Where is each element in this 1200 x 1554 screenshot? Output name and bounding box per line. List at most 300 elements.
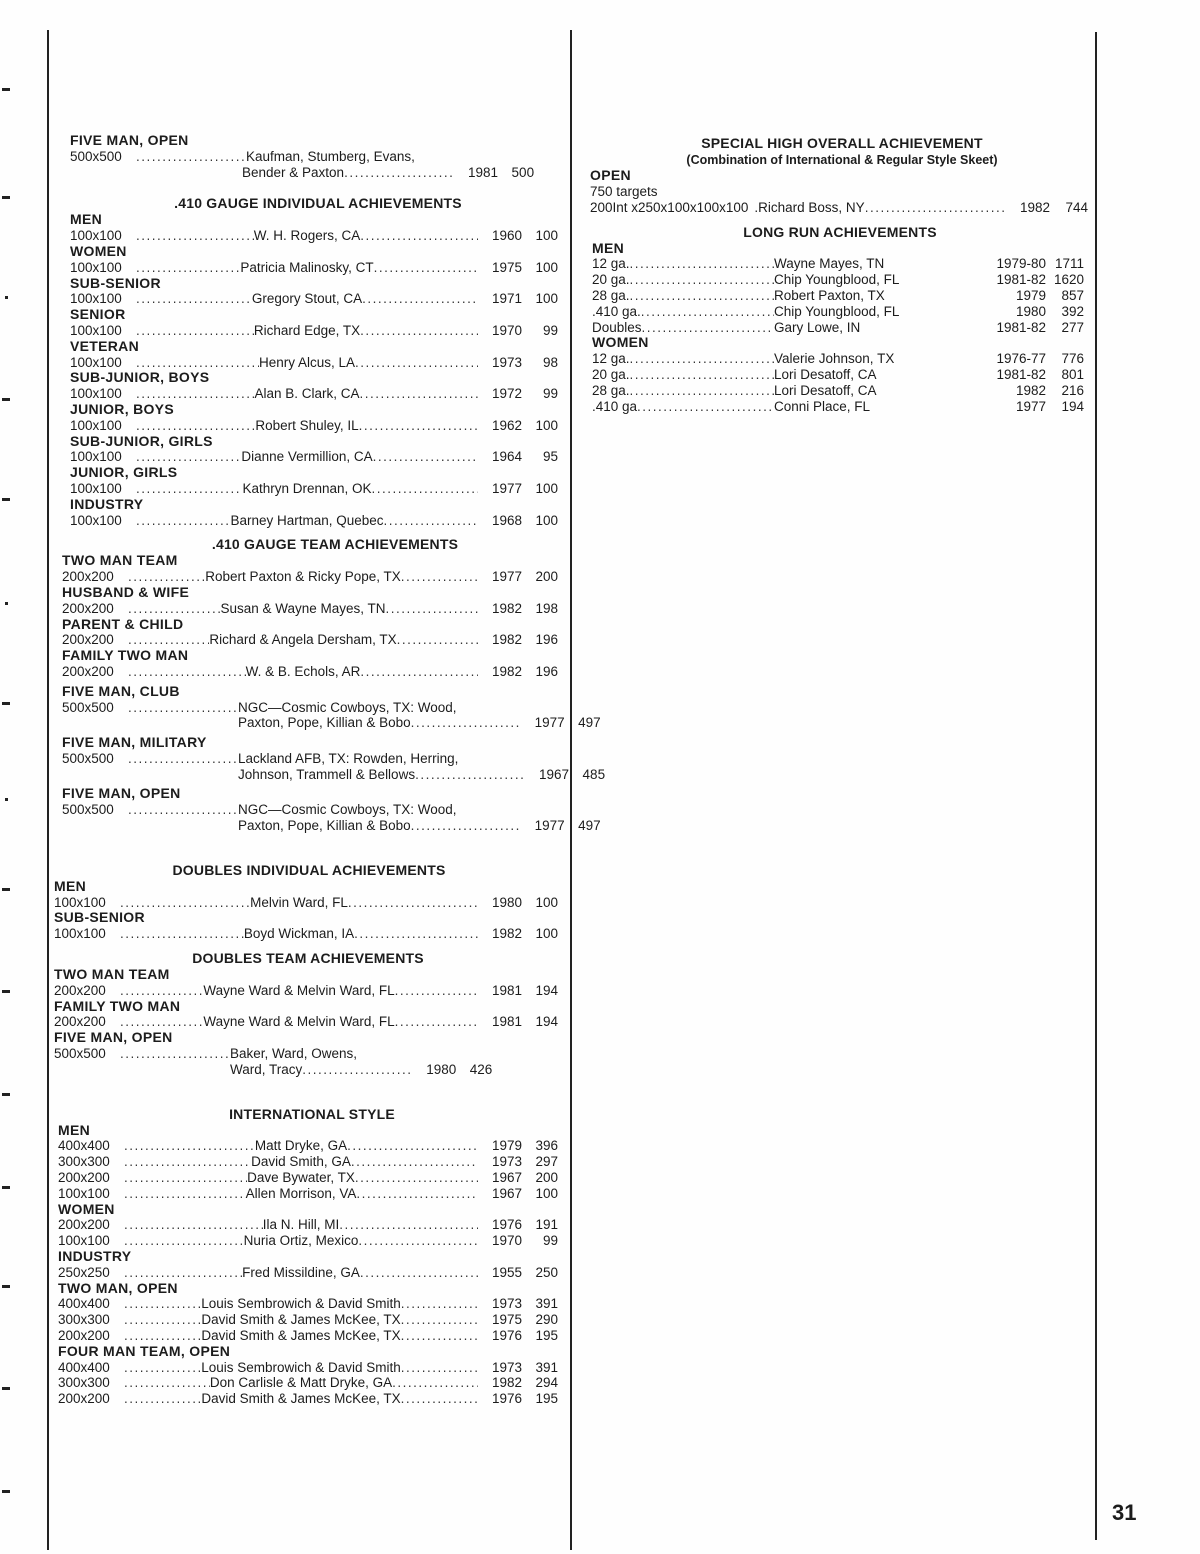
record-year: 1976 <box>491 1217 522 1233</box>
record-label: 100x100 <box>70 480 122 496</box>
record-row <box>54 926 558 942</box>
record-score: 196 <box>535 663 558 679</box>
leader-dots <box>630 256 774 272</box>
record-row-continued <box>62 766 606 783</box>
record-score: 290 <box>535 1312 558 1328</box>
record-score: 297 <box>535 1154 558 1170</box>
record-entry <box>120 895 478 911</box>
record-label: 400x400 <box>58 1138 110 1154</box>
record-row <box>58 1265 558 1281</box>
record-name: Robert Paxton, TX <box>774 287 885 303</box>
record-name: Dianne Vermillion, CA <box>241 449 373 465</box>
record-score: 391 <box>535 1359 558 1375</box>
record-score: 485 <box>582 766 606 782</box>
category-heading: SUB-SENIOR <box>70 274 161 291</box>
record-label: 250x250 <box>58 1264 110 1280</box>
record-row <box>62 601 558 617</box>
category-heading: SENIOR <box>70 306 126 323</box>
record-name: Conni Place, FL <box>774 398 871 414</box>
record-year: 1981-82 <box>996 366 1046 382</box>
record-row <box>58 1154 558 1170</box>
section-long-run <box>592 241 1084 415</box>
record-row-continued <box>54 1062 558 1078</box>
record-score: 194 <box>535 1014 558 1030</box>
record-name: Lori Desatoff, CA <box>774 382 877 398</box>
record-label: 100x100 <box>70 228 122 244</box>
leader-dots <box>128 632 209 648</box>
record-name: Alan B. Clark, CA <box>254 386 360 402</box>
record-label: 200x200 <box>58 1328 110 1343</box>
record-label: 400x400 <box>58 1359 110 1375</box>
leader-dots <box>124 1312 201 1328</box>
record-entry <box>128 632 478 648</box>
record-score: 100 <box>535 1185 558 1201</box>
record-entry <box>136 418 478 434</box>
record-row <box>58 1186 558 1202</box>
record-name: Barney Hartman, Quebec <box>230 512 384 528</box>
record-year: 1981 <box>491 1014 522 1030</box>
record-score: 195 <box>535 1328 558 1343</box>
leader-dots <box>136 513 230 529</box>
record-label: 100x100 <box>54 894 106 910</box>
leader-dots <box>411 818 521 834</box>
leader-dots <box>124 1375 210 1391</box>
record-row <box>62 802 558 818</box>
record-row <box>62 632 558 648</box>
record-year: 1976-77 <box>996 351 1046 367</box>
leader-dots <box>128 664 246 680</box>
record-score: 277 <box>1061 319 1084 335</box>
record-score: 198 <box>535 600 558 616</box>
category-heading: FIVE MAN, MILITARY <box>62 734 207 751</box>
record-year: 1981-82 <box>996 272 1046 288</box>
category-heading: FIVE MAN, OPEN <box>54 1029 173 1046</box>
record-label: 12 ga. <box>592 351 630 367</box>
record-row <box>590 200 1088 216</box>
leader-dots <box>641 304 774 320</box>
record-entry <box>124 1312 478 1328</box>
record-row <box>62 569 558 585</box>
record-entry <box>124 1138 478 1154</box>
leader-dots <box>124 1391 201 1407</box>
record-entry <box>124 1296 478 1312</box>
record-label: 100x100 <box>70 291 122 307</box>
leader-dots <box>348 895 478 911</box>
leader-dots <box>128 569 205 585</box>
record-score: 497 <box>578 818 601 834</box>
record-score: 857 <box>1061 287 1084 303</box>
record-score: 391 <box>535 1296 558 1312</box>
record-row <box>58 1138 558 1154</box>
margin-mark <box>2 196 10 199</box>
leader-dots <box>136 149 246 165</box>
margin-mark <box>2 498 10 501</box>
record-name-continued: Ward, Tracy <box>230 1061 303 1077</box>
record-name-continued: Paxton, Pope, Killian & Bobo <box>238 715 411 731</box>
record-year: 1967 <box>539 766 570 782</box>
record-entry <box>136 386 478 402</box>
category-heading: MEN <box>70 211 103 228</box>
category-heading: PARENT & CHILD <box>62 615 184 632</box>
record-name: Fred Missildine, GA <box>242 1264 360 1280</box>
record-entry <box>136 291 478 307</box>
leader-dots <box>120 1046 230 1062</box>
leader-dots <box>120 926 244 942</box>
leader-dots <box>401 1296 478 1312</box>
record-label: 20 ga. <box>592 366 630 382</box>
record-row <box>54 1014 558 1030</box>
record-name: W. H. Rogers, CA <box>253 228 361 244</box>
category-heading: JUNIOR, BOYS <box>70 400 174 417</box>
record-row <box>62 700 558 716</box>
record-year: 1971 <box>491 291 522 307</box>
record-year: 1973 <box>491 354 522 370</box>
category-heading: SUB-JUNIOR, GIRLS <box>70 432 213 449</box>
category-heading: MEN <box>592 239 625 256</box>
record-label: 100x100 <box>70 354 122 370</box>
leader-dots <box>120 895 250 911</box>
record-row <box>70 513 558 529</box>
leader-dots <box>124 1217 263 1233</box>
record-year: 1977 <box>534 715 565 731</box>
center-column-rule <box>570 30 572 1550</box>
record-label: 28 ga. <box>592 382 630 398</box>
right-margin-rule <box>1095 32 1097 1540</box>
record-year: 1976 <box>491 1328 522 1343</box>
record-name: Kaufman, Stumberg, Evans, <box>246 148 415 164</box>
record-row <box>58 1360 558 1376</box>
record-score: 497 <box>578 715 601 731</box>
leader-dots <box>401 1328 478 1344</box>
leader-dots <box>355 1170 478 1186</box>
category-heading: TWO MAN, OPEN <box>58 1279 178 1296</box>
record-year: 1982 <box>491 663 522 679</box>
leader-dots <box>124 1233 244 1249</box>
category-heading: TWO MAN TEAM <box>54 966 170 983</box>
record-year: 1972 <box>491 386 522 402</box>
leader-dots <box>630 288 774 304</box>
record-year: 1979-80 <box>996 256 1046 272</box>
record-label: .410 ga <box>592 398 638 414</box>
record-label: 200x200 <box>58 1170 110 1186</box>
leader-dots <box>136 355 259 371</box>
record-name: Nuria Ortiz, Mexico <box>243 1233 359 1249</box>
record-row <box>70 260 558 276</box>
record-entry <box>120 1014 478 1030</box>
margin-mark <box>2 1186 10 1189</box>
record-score: 392 <box>1061 303 1084 319</box>
record-entry <box>128 569 478 585</box>
record-score: 100 <box>535 512 558 528</box>
record-score: 294 <box>535 1375 558 1391</box>
record-score: 99 <box>542 1233 558 1249</box>
margin-mark <box>2 888 10 891</box>
leader-dots <box>630 367 774 383</box>
leader-dots <box>395 1014 478 1030</box>
leader-dots <box>395 983 478 999</box>
record-year: 1982 <box>1015 382 1046 398</box>
category-heading: TWO MAN TEAM <box>62 552 178 569</box>
leader-dots <box>359 418 478 434</box>
record-score: 99 <box>542 386 558 402</box>
record-score: 500 <box>511 164 535 180</box>
record-year: 1982 <box>491 926 522 942</box>
record-entry <box>124 1170 478 1186</box>
section-title-doubles-individual: DOUBLES INDIVIDUAL ACHIEVEMENTS <box>172 861 446 878</box>
record-label: 500x500 <box>54 1046 106 1062</box>
record-year: 1970 <box>491 322 522 338</box>
record-label: 20 ga. <box>592 272 630 288</box>
record-score: 776 <box>1061 351 1084 367</box>
record-score: 194 <box>1061 398 1084 414</box>
record-label: 100x100 <box>70 259 122 275</box>
record-name: Melvin Ward, FL <box>250 894 348 910</box>
record-entry <box>124 1328 478 1344</box>
category-heading: FIVE MAN, CLUB <box>62 682 180 699</box>
leader-dots <box>356 1186 478 1202</box>
record-row <box>70 228 558 244</box>
record-entry <box>136 260 478 276</box>
leader-dots <box>362 291 478 307</box>
record-row <box>70 323 558 339</box>
margin-mark <box>2 88 10 91</box>
leader-dots <box>124 1360 201 1376</box>
record-score: 1711 <box>1054 256 1084 272</box>
leader-dots <box>124 1328 201 1344</box>
section-410-team <box>58 552 606 834</box>
margin-mark <box>2 702 10 705</box>
record-label: 100x100 <box>58 1185 110 1201</box>
record-entry <box>136 513 478 529</box>
record-label: 28 ga. <box>592 287 630 303</box>
category-heading: FIVE MAN, OPEN <box>62 785 181 802</box>
record-score: 191 <box>535 1217 558 1233</box>
category-heading: INDUSTRY <box>70 495 144 512</box>
leader-dots <box>136 260 240 276</box>
record-row <box>58 1328 558 1344</box>
leader-dots <box>630 272 774 288</box>
record-row <box>592 351 1084 367</box>
record-year: 1981 <box>468 164 499 180</box>
leader-dots <box>120 983 203 999</box>
record-row <box>58 1217 558 1233</box>
record-entry <box>136 323 478 339</box>
leader-dots <box>354 926 478 942</box>
record-label: 100x100 <box>70 417 122 433</box>
record-year: 1975 <box>491 259 522 275</box>
record-label: 200x200 <box>62 569 114 585</box>
leader-dots <box>347 1138 478 1154</box>
record-name: Chip Youngblood, FL <box>774 303 900 319</box>
leader-dots <box>386 601 478 617</box>
record-row <box>592 320 1084 336</box>
record-entry <box>128 601 478 617</box>
record-name: Ila N. Hill, MI <box>262 1217 340 1233</box>
margin-mark <box>2 1387 10 1390</box>
record-label: 200Int x250x100x100x100 <box>590 199 749 215</box>
record-row <box>70 481 558 497</box>
record-name: Valerie Johnson, TX <box>774 351 895 367</box>
leader-dots <box>136 418 255 434</box>
category-heading: FIVE MAN, OPEN <box>70 132 189 148</box>
record-label: 100x100 <box>70 322 122 338</box>
page-number: 31 <box>1112 1500 1137 1525</box>
margin-mark <box>2 1093 10 1096</box>
record-year: 1960 <box>491 228 522 244</box>
leader-dots <box>392 1375 478 1391</box>
record-row <box>58 1233 558 1249</box>
record-row-continued <box>58 165 558 181</box>
record-name: NGC—Cosmic Cowboys, TX: Wood, <box>238 699 457 715</box>
record-name: Susan & Wayne Mayes, TN <box>220 600 386 616</box>
category-heading: FAMILY TWO MAN <box>54 997 181 1014</box>
record-name: Wayne Ward & Melvin Ward, FL <box>203 1014 395 1030</box>
record-score: 1620 <box>1053 272 1084 288</box>
record-row <box>592 399 1084 415</box>
record-name: Boyd Wickman, IA <box>243 926 355 942</box>
leader-dots <box>360 386 478 402</box>
record-name: Henry Alcus, LA <box>258 354 356 370</box>
section-title-long-run: LONG RUN ACHIEVEMENTS <box>743 223 937 240</box>
record-row <box>70 355 558 371</box>
record-name: Don Carlisle & Matt Dryke, GA <box>209 1375 393 1391</box>
record-entry <box>128 664 478 680</box>
category-heading: HUSBAND & WIFE <box>62 583 190 600</box>
leader-dots <box>344 165 454 181</box>
record-label: 200x200 <box>62 600 114 616</box>
margin-mark <box>2 990 10 993</box>
category-heading: OPEN <box>590 167 631 183</box>
record-score: 100 <box>535 894 558 910</box>
record-year: 1976 <box>491 1391 522 1407</box>
record-name: Wayne Mayes, TN <box>774 256 885 272</box>
record-name: Robert Shuley, IL <box>255 417 359 433</box>
section-doubles-team <box>54 967 558 1078</box>
category-heading: WOMEN <box>592 334 649 351</box>
leader-dots <box>128 700 238 716</box>
leader-dots <box>136 291 252 307</box>
section-international <box>58 1123 558 1407</box>
record-label: 300x300 <box>58 1375 110 1391</box>
leader-dots <box>374 260 478 276</box>
category-heading: VETERAN <box>70 337 139 354</box>
left-margin-rule <box>47 30 49 1550</box>
leader-dots <box>401 569 478 585</box>
record-year: 1962 <box>491 417 522 433</box>
leader-dots <box>124 1170 247 1186</box>
record-year: 1977 <box>1015 398 1046 414</box>
leader-dots <box>124 1138 255 1154</box>
record-row <box>54 895 558 911</box>
record-row <box>62 664 558 680</box>
category-heading: WOMEN <box>70 242 127 259</box>
record-year: 1980 <box>426 1061 457 1077</box>
category-heading: FOUR MAN TEAM, OPEN <box>58 1342 231 1359</box>
record-label: 200x200 <box>58 1391 110 1407</box>
leader-dots <box>360 323 478 339</box>
record-name: Louis Sembrowich & David Smith <box>201 1359 401 1375</box>
record-name-continued: Bender & Paxton <box>242 164 345 180</box>
record-score: 100 <box>535 480 558 496</box>
record-year: 1982 <box>491 632 522 648</box>
leader-dots <box>128 601 220 617</box>
record-year: 1964 <box>491 449 522 465</box>
record-row <box>592 383 1084 399</box>
record-row <box>58 149 558 165</box>
record-label: 300x300 <box>58 1312 110 1328</box>
record-year: 1970 <box>491 1233 522 1249</box>
record-score: 100 <box>535 228 558 244</box>
record-label: Doubles <box>592 319 642 335</box>
record-score: 250 <box>535 1264 558 1280</box>
category-heading: MEN <box>54 877 87 894</box>
leader-dots <box>642 320 774 336</box>
record-name: David Smith & James McKee, TX <box>201 1391 401 1407</box>
record-label: 100x100 <box>70 512 122 528</box>
record-row <box>58 1391 558 1407</box>
leader-dots <box>637 399 774 415</box>
record-name: Gary Lowe, IN <box>774 319 861 335</box>
section-title-doubles-team: DOUBLES TEAM ACHIEVEMENTS <box>192 950 424 967</box>
leader-dots <box>128 751 238 767</box>
record-name: Baker, Ward, Owens, <box>230 1046 358 1062</box>
category-heading: MEN <box>58 1121 91 1138</box>
leader-dots <box>124 1296 201 1312</box>
record-label: 200x200 <box>58 1217 110 1233</box>
record-name: Richard & Angela Dersham, TX <box>209 632 397 648</box>
record-score: 426 <box>469 1061 493 1077</box>
category-heading: SUB-SENIOR <box>54 909 145 926</box>
record-row-continued <box>62 715 601 731</box>
leader-dots <box>372 481 478 497</box>
leader-dots <box>355 355 478 371</box>
record-name: Matt Dryke, GA <box>254 1138 348 1154</box>
record-name: Patricia Malinosky, CT <box>240 259 374 275</box>
record-label: 200x200 <box>62 632 114 648</box>
record-year: 1975 <box>491 1312 522 1328</box>
record-label: 100x100 <box>70 449 122 465</box>
record-score: 396 <box>535 1138 558 1154</box>
record-label: .410 ga. <box>592 303 641 319</box>
record-row-continued <box>62 818 601 834</box>
record-year: 1968 <box>491 512 522 528</box>
record-name: NGC—Cosmic Cowboys, TX: Wood, <box>238 802 457 818</box>
record-row <box>70 291 558 307</box>
leader-dots <box>136 386 254 402</box>
record-row <box>592 272 1084 288</box>
record-score: 98 <box>542 354 558 370</box>
record-label: 500x500 <box>62 699 114 715</box>
targets-note: 750 targets <box>590 183 658 199</box>
record-year: 1977 <box>491 569 522 585</box>
record-score: 195 <box>535 1391 558 1407</box>
leader-dots <box>373 449 478 465</box>
record-name: David Smith & James McKee, TX <box>201 1328 401 1343</box>
leader-dots <box>360 228 478 244</box>
record-year: 1967 <box>491 1170 522 1186</box>
record-entry <box>124 1265 478 1281</box>
right-column <box>588 135 1088 414</box>
category-heading: INDUSTRY <box>58 1248 132 1265</box>
record-row <box>592 304 1084 320</box>
record-name: Richard Edge, TX <box>253 322 361 338</box>
record-row <box>592 288 1084 304</box>
record-year: 1977 <box>491 480 522 496</box>
record-score: 100 <box>535 926 558 942</box>
record-name: Dave Bywater, TX <box>247 1170 355 1186</box>
leader-dots <box>120 1014 203 1030</box>
record-name: Gregory Stout, CA <box>251 291 363 307</box>
